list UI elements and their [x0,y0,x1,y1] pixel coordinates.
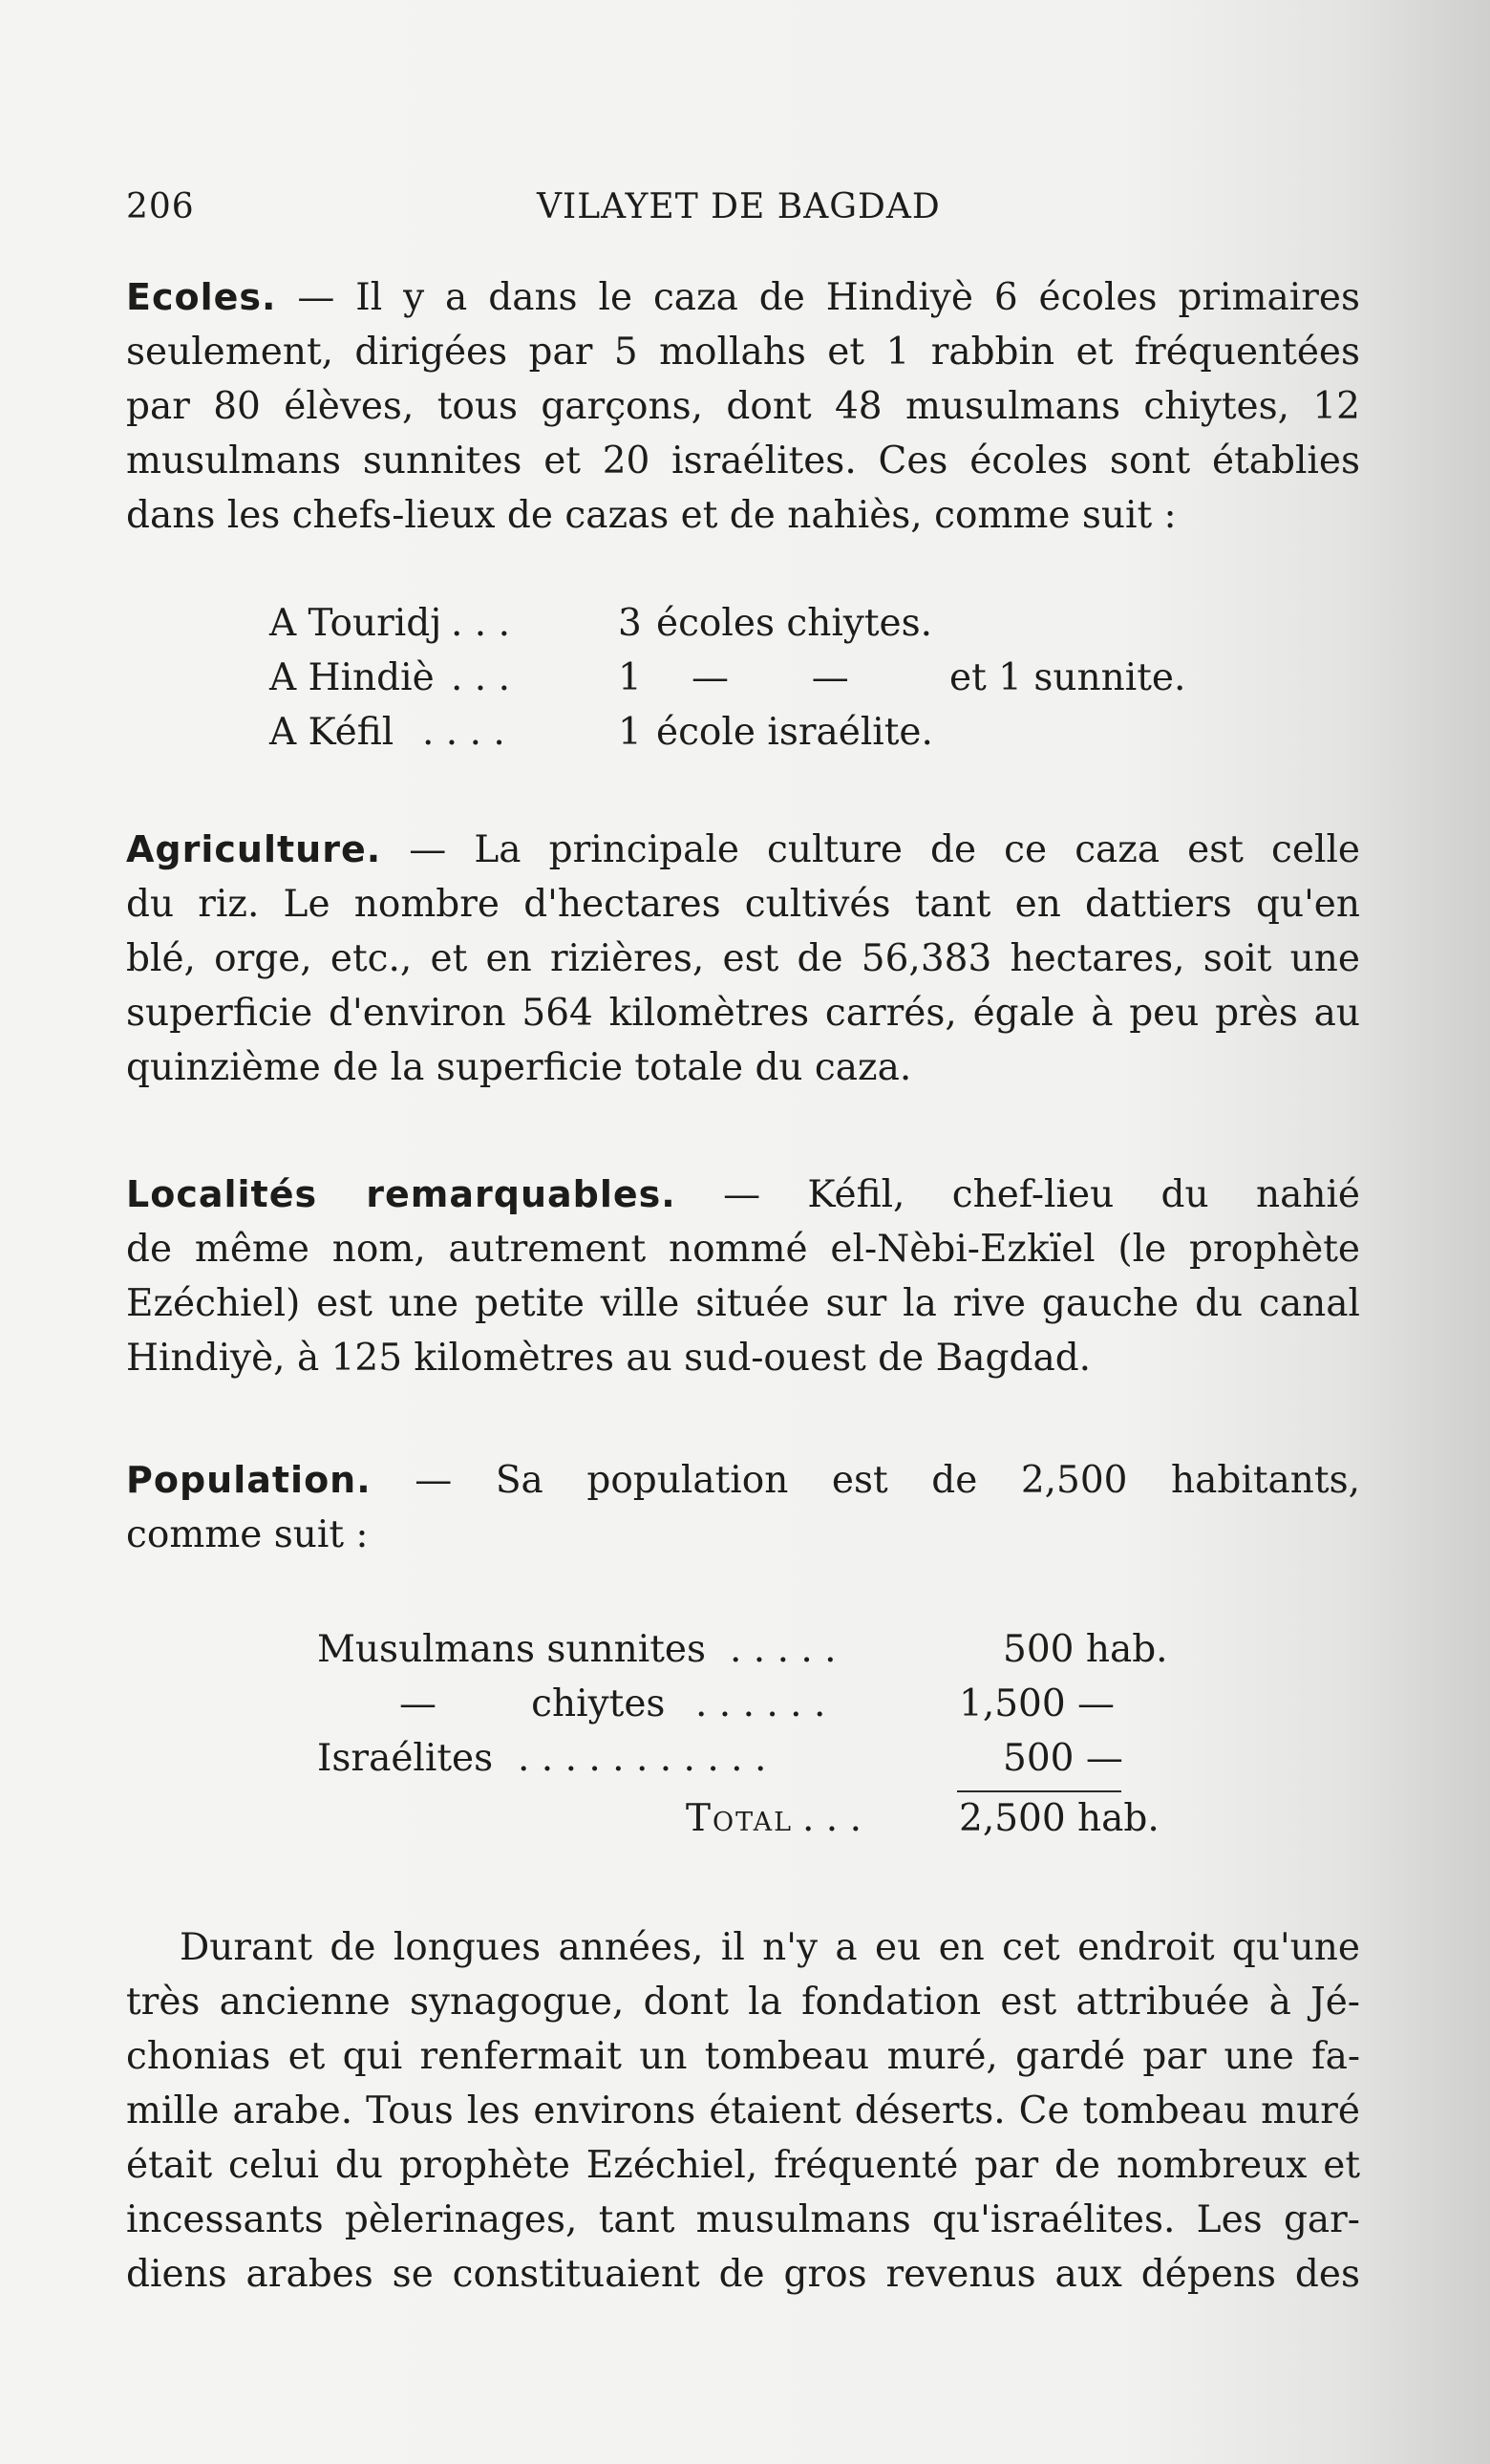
localites-section: Localités remarquables. — Kéfil, chef-lieu du nahié de même nom, autrement nommé el-Nèbi-Ezkïel (le prophète Ezéchiel) est une petite ville située sur la rive gauche du canal Hindiyè, à 125 kilomètres au sud-ouest de Bagdad. [126,1173,1361,1380]
list-item: A Kéfil . . . . 1 école israélite. [269,711,933,754]
agriculture-heading: Agriculture. [126,828,382,870]
running-title: VILAYET DE BAGDAD [537,187,941,226]
page-number: 206 [126,187,195,226]
localites-heading: Localités remarquables. [126,1173,676,1215]
list-item: A Hindiè . . . 1 — — et 1 sunnite. [269,656,1186,699]
ecoles-line: musulmans sunnites et 20 israélites. Ces écoles sont établies [126,439,1360,482]
population-section: Population. — Sa population est de 2,500 habitants, comme suit : [126,1459,1360,1556]
list-item: A Touridj . . . 3 écoles chiytes. [269,602,932,645]
ecoles-line: — Il y a dans le caza de Hindiyè 6 écoles primaires [297,276,1360,319]
ecoles-line: dans les chefs-lieux de cazas et de nahiès, comme suit : [126,494,1177,537]
ecoles-list [269,596,1224,760]
table-row: — chiytes . . . . . . 1,500 — [399,1682,1116,1725]
final-paragraph: Durant de longues années, il n'y a eu en cet endroit qu'une très ancienne synagogue, dont la fondation est attribuée à Jé- chonias et qui renfermait un tombeau muré, gardé par une fa- mille arabe. Tous les environs étaient déserts. Ce tombeau muré était celui du prophète Ezéchiel, fréquenté par de nombreux et incessants pèlerinages, tant musulmans qu'israélites. Les gar- diens arabes se constituaient de gros revenus aux dépens des [126,1926,1360,2296]
ecoles-line: par 80 élèves, tous garçons, dont 48 musulmans chiytes, 12 [126,385,1360,428]
population-table [317,1622,1196,1846]
ecoles-section [126,270,1360,543]
table-total-row: Total . . . 2,500 hab. [686,1797,1160,1840]
agriculture-section: Agriculture. — La principale culture de ce caza est celle du riz. Le nombre d'hectares cultivés tant en dattiers qu'en blé, orge, etc., et en rizières, est de 56,383 hectares, soit une superficie d'environ 564 kilomètres carrés, égale à peu près au quinzième de la superficie totale du caza. [126,828,1360,1089]
table-row: Israélites . . . . . . . . . . . 500 — [317,1737,1123,1780]
ecoles-heading: Ecoles. [126,276,277,318]
ecoles-line: seulement, dirigées par 5 mollahs et 1 rabbin et fréquentées [126,331,1360,374]
population-heading: Population. [126,1459,372,1501]
table-row: Musulmans sunnites . . . . . 500 hab. [317,1628,1168,1671]
